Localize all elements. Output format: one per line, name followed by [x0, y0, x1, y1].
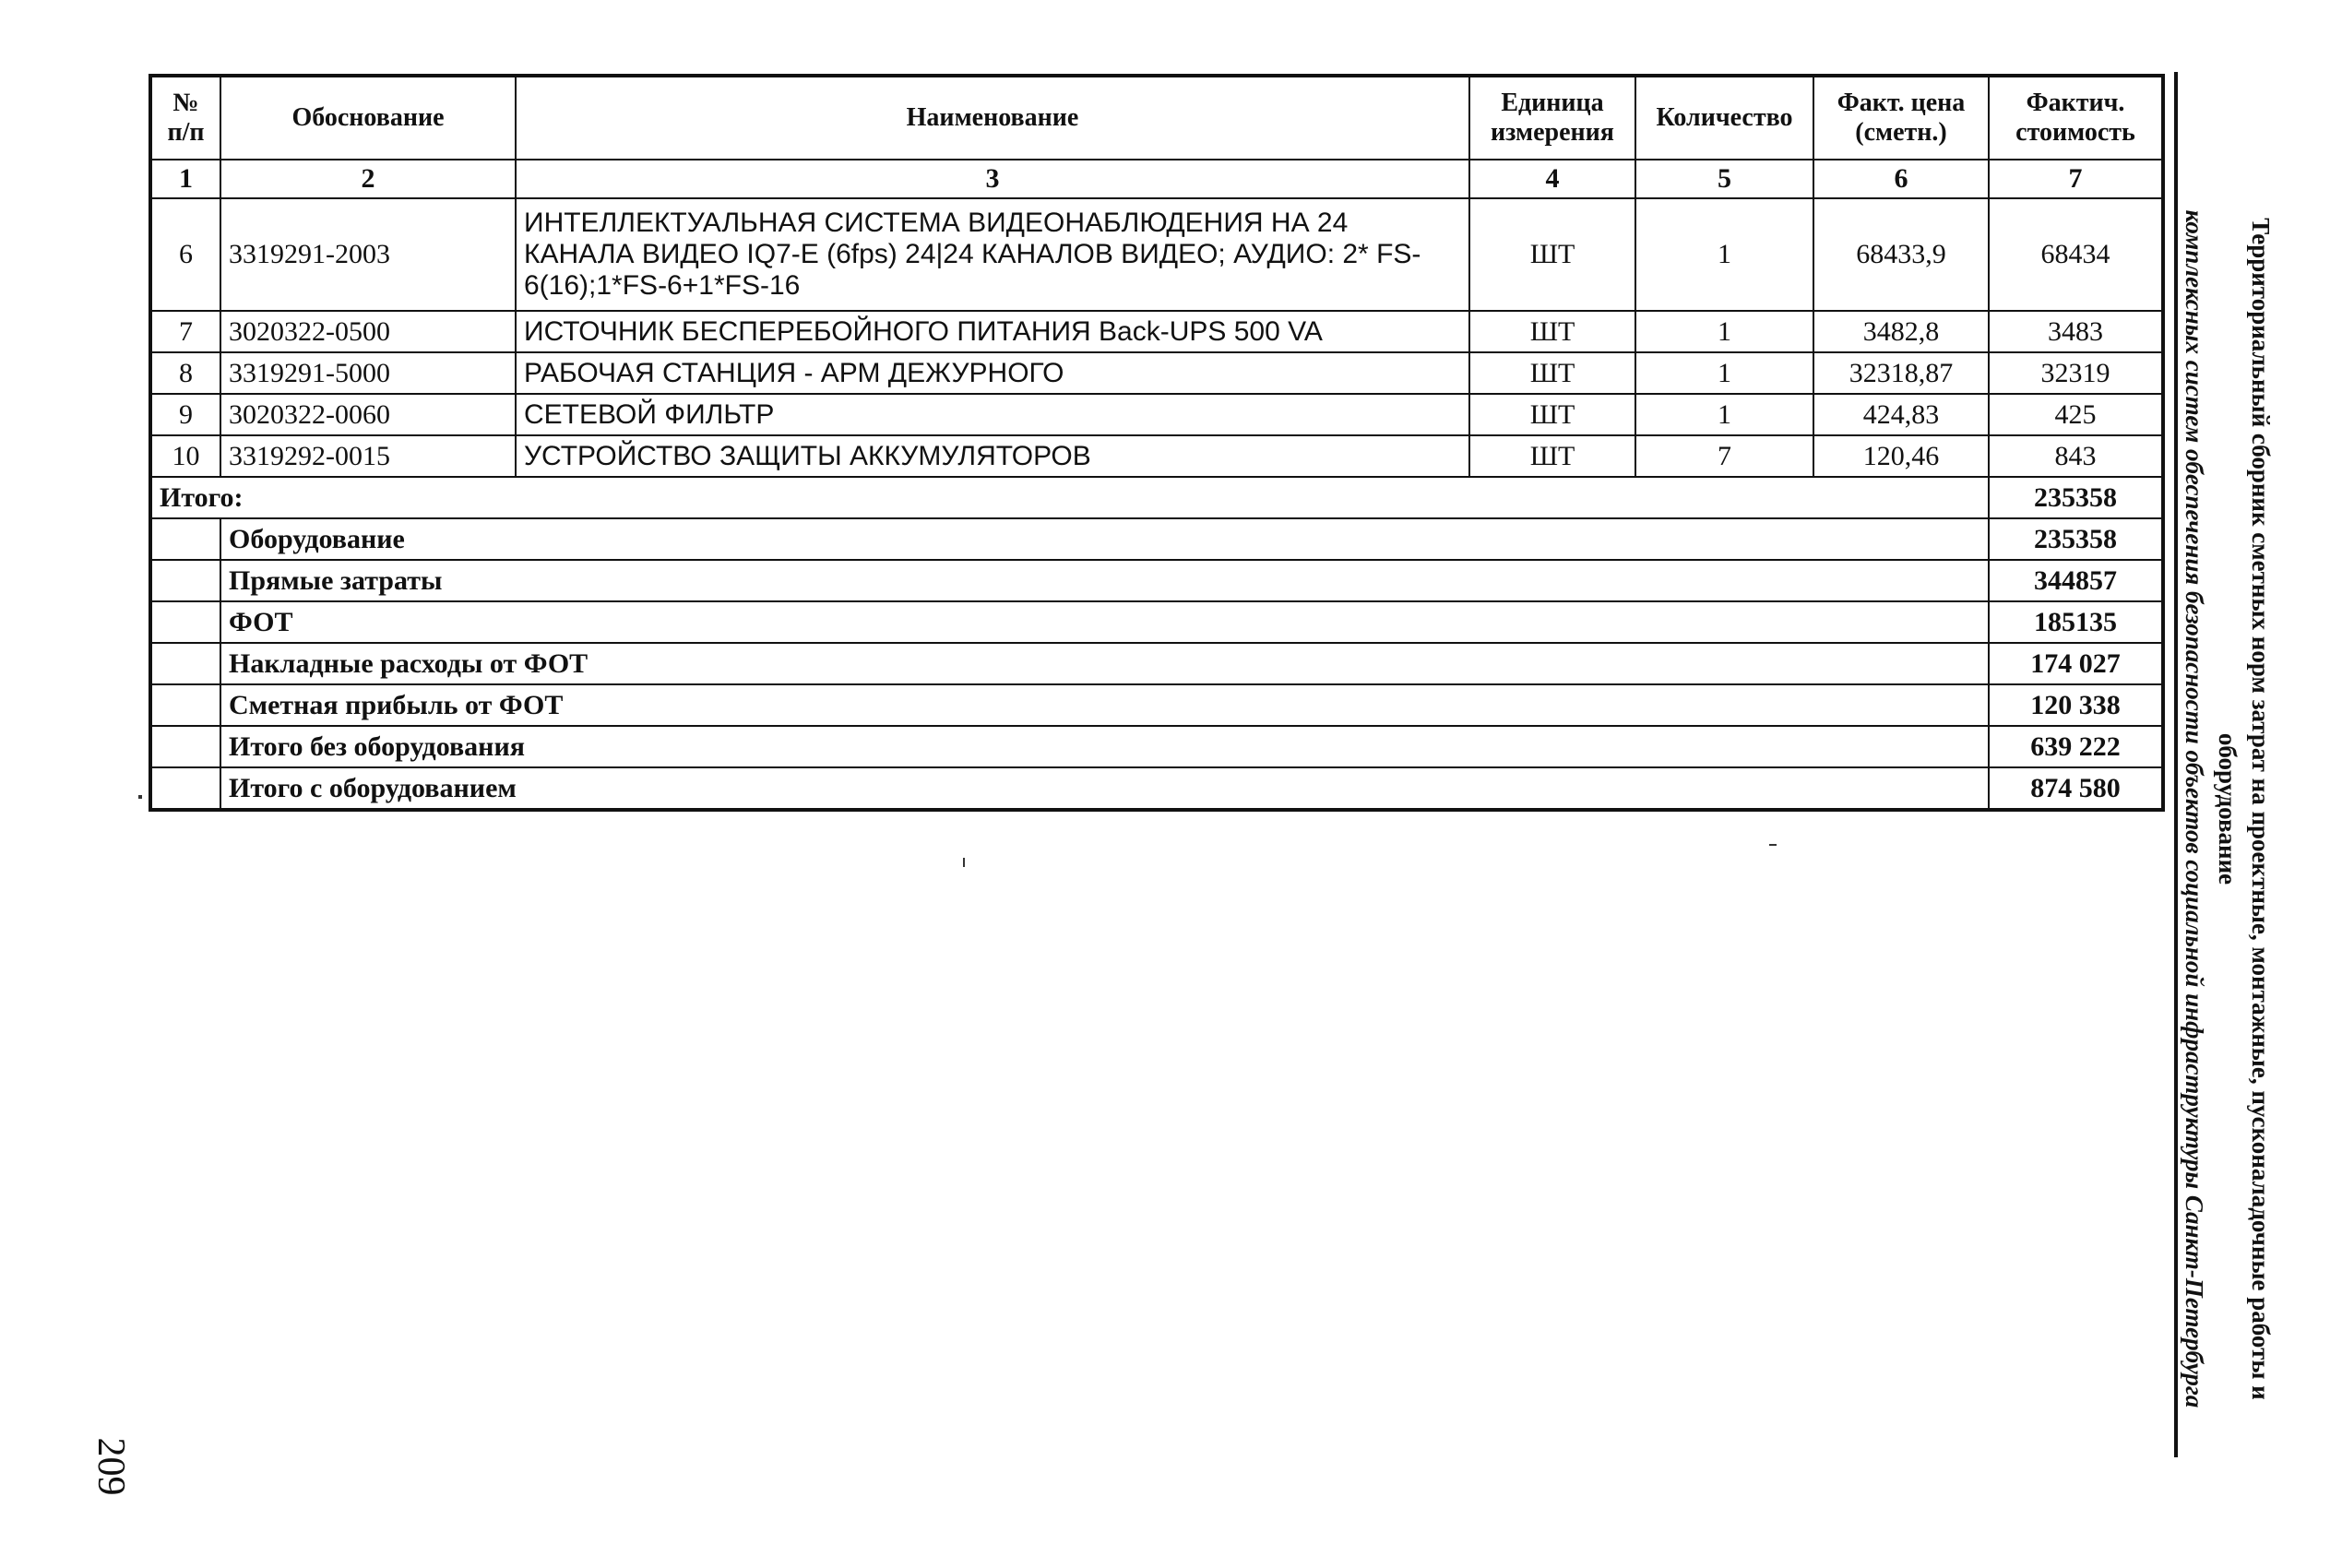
summary-label: Сметная прибыль от ФОТ — [220, 684, 1989, 726]
table-row — [150, 394, 2163, 435]
side-title — [2181, 161, 2275, 1457]
item-cost: 425 — [1989, 394, 2163, 435]
header-num: № п/п — [150, 76, 220, 160]
item-cost: 68434 — [1989, 198, 2163, 311]
summary-label: Итого с оборудованием — [220, 767, 1989, 810]
summary-row — [150, 643, 2163, 684]
summary-row — [150, 601, 2163, 643]
header-row — [150, 76, 2163, 160]
header-qty: Количество — [1635, 76, 1813, 160]
item-qty: 1 — [1635, 352, 1813, 394]
summary-value: 235358 — [1989, 518, 2163, 560]
summary-value: 174 027 — [1989, 643, 2163, 684]
item-code: 3319292-0015 — [220, 435, 516, 477]
item-price: 424,83 — [1813, 394, 1989, 435]
item-name: ИСТОЧНИК БЕСПЕРЕБОЙНОГО ПИТАНИЯ Back-UPS 500 VA — [516, 311, 1469, 352]
item-name: ИНТЕЛЛЕКТУАЛЬНАЯ СИСТЕМА ВИДЕОНАБЛЮДЕНИЯ НА 24 КАНАЛА ВИДЕО IQ7-E (6fps) 24|24 КАНАЛОВ ВИДЕО; АУДИО: 2* FS-6(16);1*FS-6+1*FS-16 — [516, 198, 1469, 311]
header-price: Факт. цена (сметн.) — [1813, 76, 1989, 160]
summary-value: 344857 — [1989, 560, 2163, 601]
item-cost: 843 — [1989, 435, 2163, 477]
table-row — [150, 435, 2163, 477]
summary-label: ФОТ — [220, 601, 1989, 643]
table-row — [150, 311, 2163, 352]
item-price: 120,46 — [1813, 435, 1989, 477]
header-cost: Фактич. стоимость — [1989, 76, 2163, 160]
scan-speck — [1769, 844, 1777, 846]
summary-value: 185135 — [1989, 601, 2163, 643]
item-code: 3020322-0060 — [220, 394, 516, 435]
summary-blank — [150, 767, 220, 810]
column-number: 3 — [516, 160, 1469, 198]
header-name: Наименование — [516, 76, 1469, 160]
item-cost: 3483 — [1989, 311, 2163, 352]
column-number: 1 — [150, 160, 220, 198]
item-num: 10 — [150, 435, 220, 477]
item-unit: ШТ — [1469, 198, 1635, 311]
total-row — [150, 477, 2163, 518]
item-unit: ШТ — [1469, 352, 1635, 394]
item-num: 7 — [150, 311, 220, 352]
item-code: 3319291-5000 — [220, 352, 516, 394]
summary-blank — [150, 643, 220, 684]
summary-value: 639 222 — [1989, 726, 2163, 767]
summary-blank — [150, 726, 220, 767]
item-code: 3020322-0500 — [220, 311, 516, 352]
column-number: 7 — [1989, 160, 2163, 198]
item-name: СЕТЕВОЙ ФИЛЬТР — [516, 394, 1469, 435]
item-cost: 32319 — [1989, 352, 2163, 394]
side-title-line2: комплексных систем обеспечения безопасности объектов социальной инфраструктуры Санкт-Петербурга — [2181, 209, 2208, 1408]
summary-row — [150, 518, 2163, 560]
summary-value: 874 580 — [1989, 767, 2163, 810]
item-name: УСТРОЙСТВО ЗАЩИТЫ АККУМУЛЯТОРОВ — [516, 435, 1469, 477]
header-unit: Единица измерения — [1469, 76, 1635, 160]
summary-label: Прямые затраты — [220, 560, 1989, 601]
scan-speck — [138, 795, 142, 799]
page-number — [69, 1425, 152, 1508]
item-num: 8 — [150, 352, 220, 394]
item-unit: ШТ — [1469, 435, 1635, 477]
summary-row — [150, 684, 2163, 726]
summary-blank — [150, 601, 220, 643]
summary-blank — [150, 560, 220, 601]
item-code: 3319291-2003 — [220, 198, 516, 311]
summary-value: 120 338 — [1989, 684, 2163, 726]
summary-label: Накладные расходы от ФОТ — [220, 643, 1989, 684]
item-num: 6 — [150, 198, 220, 311]
total-value: 235358 — [1989, 477, 2163, 518]
summary-label: Итого без оборудования — [220, 726, 1989, 767]
summary-blank — [150, 518, 220, 560]
summary-row — [150, 726, 2163, 767]
column-number: 5 — [1635, 160, 1813, 198]
item-price: 68433,9 — [1813, 198, 1989, 311]
item-qty: 7 — [1635, 435, 1813, 477]
item-unit: ШТ — [1469, 311, 1635, 352]
table-row — [150, 198, 2163, 311]
table-row — [150, 352, 2163, 394]
item-qty: 1 — [1635, 198, 1813, 311]
item-qty: 1 — [1635, 394, 1813, 435]
item-unit: ШТ — [1469, 394, 1635, 435]
item-qty: 1 — [1635, 311, 1813, 352]
page-number-text: 209 — [89, 1437, 132, 1496]
item-price: 3482,8 — [1813, 311, 1989, 352]
column-number: 6 — [1813, 160, 1989, 198]
header-basis: Обоснование — [220, 76, 516, 160]
item-name: РАБОЧАЯ СТАНЦИЯ - АРМ ДЕЖУРНОГО — [516, 352, 1469, 394]
side-title-line1: Территориальный сборник сметных норм затрат на проектные, монтажные, пусконаладочные работы и оборудование — [2214, 218, 2275, 1400]
column-number: 2 — [220, 160, 516, 198]
total-label: Итого: — [150, 477, 1989, 518]
summary-row — [150, 560, 2163, 601]
column-number: 4 — [1469, 160, 1635, 198]
item-price: 32318,87 — [1813, 352, 1989, 394]
scan-speck — [963, 858, 965, 867]
column-number-row — [150, 160, 2163, 198]
estimate-table — [149, 74, 2165, 812]
summary-label: Оборудование — [220, 518, 1989, 560]
summary-row — [150, 767, 2163, 810]
summary-blank — [150, 684, 220, 726]
item-num: 9 — [150, 394, 220, 435]
